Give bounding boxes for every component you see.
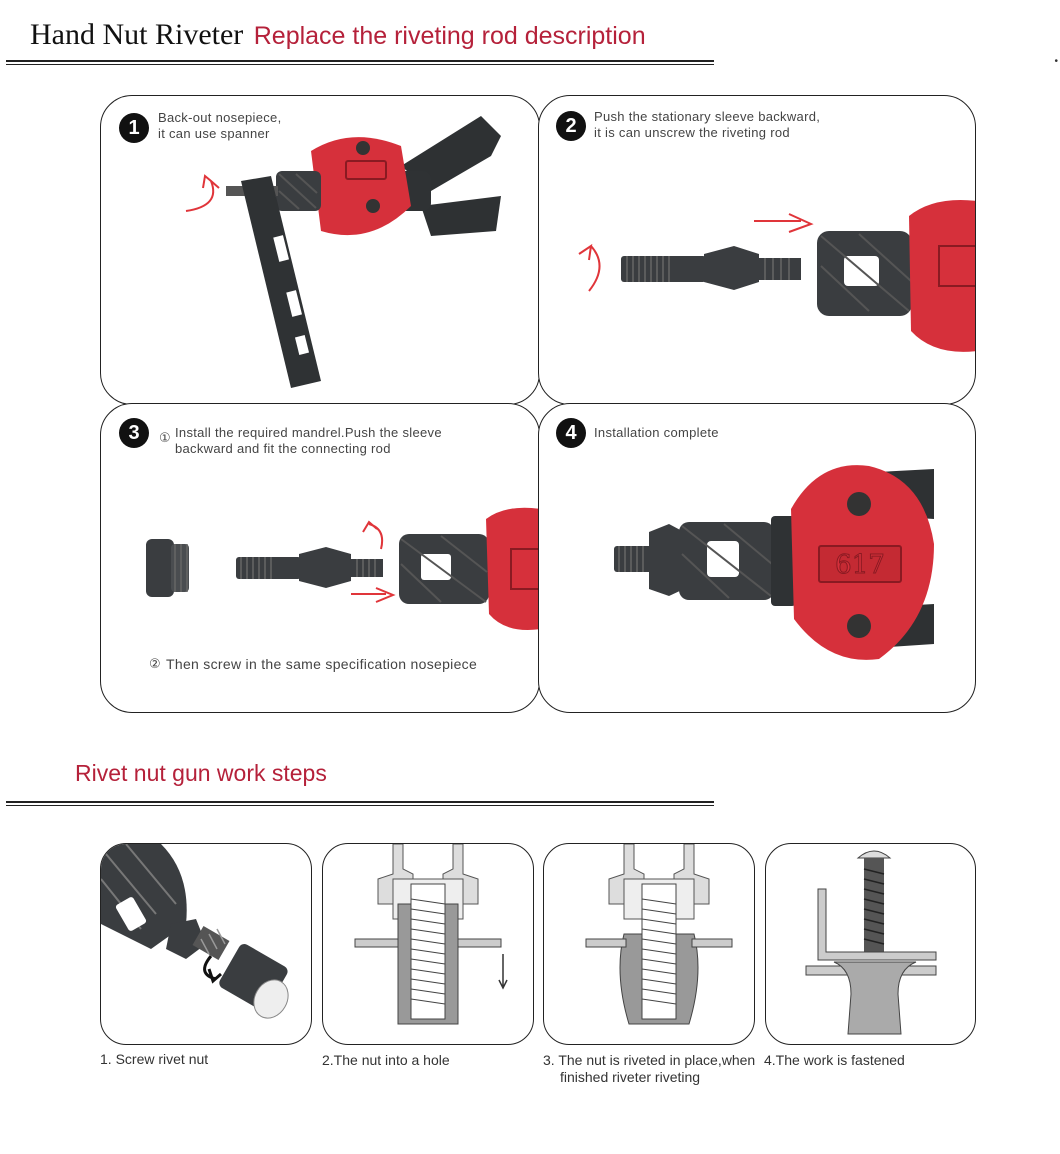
replace-step-3-panel [100,403,540,713]
step-text-line: Back-out nosepiece, [158,110,282,125]
page-subtitle: Replace the riveting rod description [253,22,646,50]
nosepiece-spanner-illustration [101,96,540,405]
caption-line: finished riveter riveting [560,1069,701,1085]
model-label: 617 [835,550,885,580]
work-step-caption: 4.The work is fastened [764,1052,905,1068]
header-rule-thin [6,64,714,65]
step-text-line: backward and fit the connecting rod [175,441,391,456]
work-fastened-illustration [766,844,976,1045]
step-note: Then screw in the same specification nosepiece [166,656,478,672]
section-rule [6,801,714,803]
step-text-line: Push the stationary sleeve backward, [594,109,821,124]
step-text-line: Install the required mandrel.Push the sleeve [175,425,442,440]
step-text-line: it can use spanner [158,126,270,141]
sub-step-marker: ① [159,430,171,445]
work-step-4-panel [765,843,976,1045]
work-step-caption: 1. Screw rivet nut [100,1051,209,1067]
work-step-2-panel [322,843,534,1045]
step-number-badge: 1 [119,113,149,143]
push-sleeve-illustration [539,96,976,405]
work-step-3-panel [543,843,755,1045]
nut-into-hole-illustration [323,844,534,1045]
installation-complete-illustration [539,404,976,713]
section-title: Rivet nut gun work steps [75,760,327,786]
section-rule-thin [6,805,714,806]
work-step-1-panel [100,843,312,1045]
step-description: Installation complete [594,425,719,440]
header-rule [6,60,714,62]
screw-rivet-nut-illustration [101,844,312,1045]
page-header [30,18,646,52]
nut-riveted-illustration [544,844,755,1045]
page-title: Hand Nut Riveter [30,18,244,51]
step-number-badge: 3 [119,418,149,448]
step-text-line: it is can unscrew the riveting rod [594,125,790,140]
replace-step-1-panel [100,95,540,405]
step-number-badge: 4 [556,418,586,448]
sub-step-marker: ② [149,656,161,671]
caption-line: 3. The nut is riveted in place,when [543,1052,756,1068]
work-step-caption: 2.The nut into a hole [322,1052,450,1068]
work-step-caption [543,1052,755,1086]
edge-mark: • [1054,56,1058,67]
replace-step-2-panel [538,95,976,405]
step-number-badge: 2 [556,111,586,141]
replace-step-4-panel [538,403,976,713]
